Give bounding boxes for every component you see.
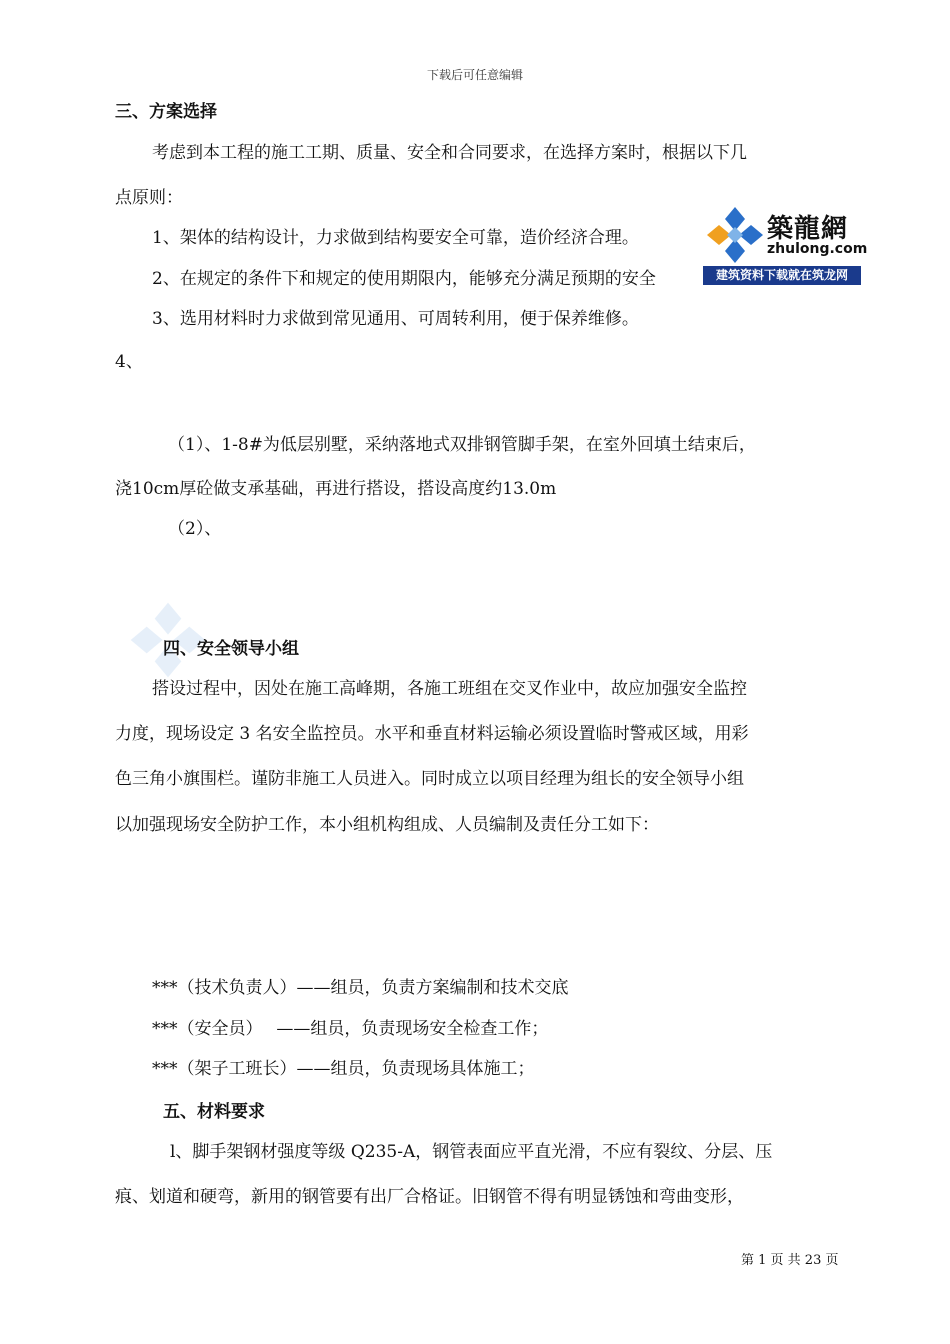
- zhulong-logo-icon: [705, 205, 765, 265]
- section-4-line4: 以加强现场安全防护工作，本小组机构组成、人员编制及责任分工如下：: [115, 815, 659, 835]
- section-5-title: 五、材料要求: [163, 1102, 265, 1122]
- sub-item-1-line1: （1）、1-8#为低层别墅，采纳落地式双排钢管脚手架，在室外回填土结束后，: [168, 435, 756, 455]
- section-4-title: 四、安全领导小组: [163, 639, 299, 659]
- section-5-line2: 痕、划道和硬弯，新用的钢管要有出厂合格证。旧钢管不得有明显锈蚀和弯曲变形，: [115, 1187, 744, 1207]
- section-3-intro-line2: 点原则：: [115, 188, 183, 208]
- sub-item-1-line2: 浇10cm厚砼做支承基础，再进行搭设，搭设高度约13.0m: [115, 479, 557, 499]
- logo-tagline: 建筑资料下载就在筑龙网: [703, 266, 861, 285]
- section-3-intro-line1: 考虑到本工程的施工工期、质量、安全和合同要求，在选择方案时，根据以下几: [152, 143, 747, 163]
- principle-1: 1、架体的结构设计，力求做到结构要安全可靠，造价经济合理。: [152, 228, 639, 248]
- sub-item-2: （2）、: [168, 519, 222, 539]
- page-header: 下载后可任意编辑: [426, 68, 523, 82]
- zhulong-logo: [703, 204, 868, 284]
- section-4-line2: 力度，现场设定 3 名安全监控员。水平和垂直材料运输必须设置临时警戒区域，用彩: [115, 724, 749, 744]
- page-footer: 第 1 页 共 23 页: [741, 1253, 839, 1268]
- role-technical-lead: ***（技术负责人）——组员，负责方案编制和技术交底: [152, 978, 569, 998]
- logo-en-text: zhulong.com: [767, 241, 868, 257]
- principle-2: 2、在规定的条件下和规定的使用期限内，能够充分满足预期的安全: [152, 269, 656, 289]
- role-safety-officer: ***（安全员） ——组员，负责现场安全检查工作；: [152, 1019, 549, 1039]
- principle-4: 4、: [115, 352, 143, 372]
- role-scaffold-foreman: ***（架子工班长）——组员，负责现场具体施工；: [152, 1059, 535, 1079]
- section-4-line1: 搭设过程中，因处在施工高峰期，各施工班组在交叉作业中，故应加强安全监控: [152, 679, 747, 699]
- section-3-title: 三、方案选择: [115, 102, 217, 122]
- section-5-line1: l、脚手架钢材强度等级 Q235-A，钢管表面应平直光滑，不应有裂纹、分层、压: [170, 1142, 773, 1162]
- logo-cn-text: 築龍網: [767, 214, 849, 244]
- principle-3: 3、选用材料时力求做到常见通用、可周转利用，便于保养维修。: [152, 309, 639, 329]
- section-4-line3: 色三角小旗围栏。谨防非施工人员进入。同时成立以项目经理为组长的安全领导小组: [115, 769, 744, 789]
